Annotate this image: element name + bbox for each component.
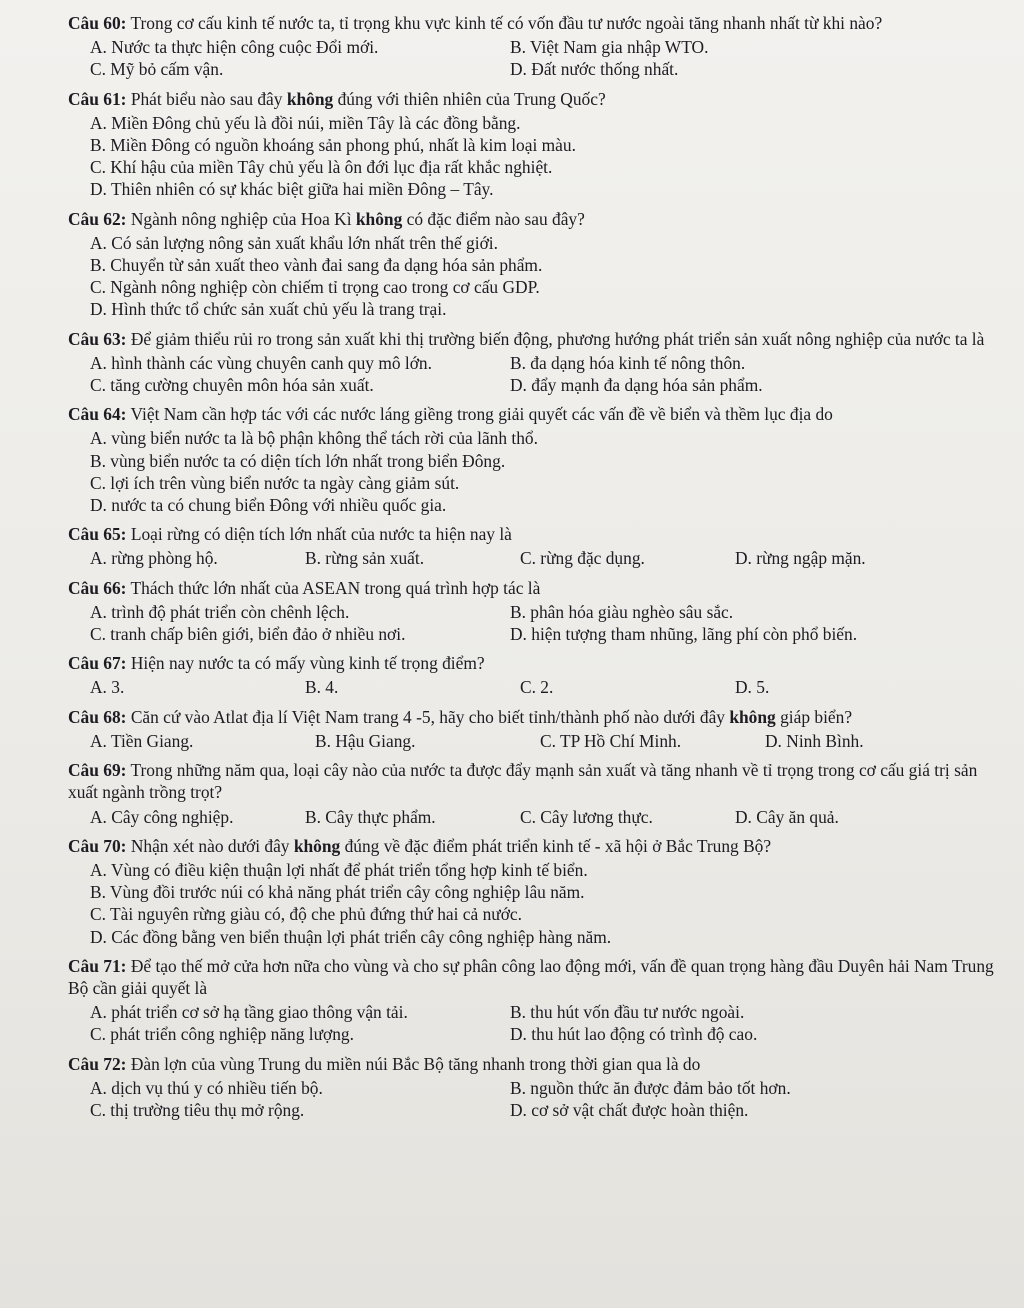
- question-70: [68, 835, 994, 857]
- option-d[interactable]: D. Các đồng bằng ven biển thuận lợi phát triển cây công nghiệp hàng năm.: [90, 926, 612, 947]
- question-stem: Để tạo thế mở cửa hơn nữa cho vùng và cho sự phân công lao động mới, vấn đề quan trọng hàng đầu Duyên hải Nam Trung Bộ cần giải quyết là: [68, 955, 994, 998]
- question-64: [68, 403, 994, 425]
- question-number: Câu 70:: [68, 835, 127, 856]
- question-number: Câu 68:: [68, 706, 127, 727]
- question-number: Câu 61:: [68, 88, 127, 109]
- option-d[interactable]: D. Ninh Bình.: [765, 730, 864, 751]
- options-row: [90, 1099, 994, 1121]
- question-71: [68, 955, 994, 999]
- question-stem: Nhận xét nào dưới đây: [126, 835, 294, 856]
- option-a[interactable]: A. Nước ta thực hiện công cuộc Đổi mới.: [90, 37, 379, 58]
- question-stem: Thách thức lớn nhất của ASEAN trong quá trình hợp tác là: [126, 577, 541, 598]
- option-d[interactable]: D. rừng ngập mặn.: [735, 548, 866, 569]
- option-a[interactable]: A. 3.: [90, 677, 125, 698]
- option-d[interactable]: D. Đất nước thống nhất.: [510, 59, 679, 80]
- question-number: Câu 69:: [68, 760, 127, 781]
- option-b[interactable]: B. vùng biển nước ta có diện tích lớn nhất trong biển Đông.: [90, 450, 506, 471]
- option-d[interactable]: D. Thiên nhiên có sự khác biệt giữa hai miền Đông – Tây.: [90, 179, 494, 200]
- option-b[interactable]: B. rừng sản xuất.: [305, 548, 425, 569]
- options-row: [90, 601, 994, 623]
- question-stem: Hiện nay nước ta có mấy vùng kinh tế trọng điểm?: [126, 653, 485, 674]
- negation-word: không: [355, 208, 403, 229]
- question-number: Câu 66:: [68, 577, 127, 598]
- option-a[interactable]: A. dịch vụ thú y có nhiều tiến bộ.: [90, 1077, 323, 1098]
- negation-word: không: [729, 706, 776, 727]
- question-number: Câu 67:: [68, 653, 127, 674]
- question-stem: Việt Nam cần hợp tác với các nước láng giềng trong giải quyết các vấn đề về biển và thềm lục địa do: [126, 404, 833, 425]
- question-number: Câu 62:: [68, 208, 127, 229]
- option-d[interactable]: D. Hình thức tổ chức sản xuất chủ yếu là trang trại.: [90, 299, 447, 320]
- question-72: [68, 1053, 994, 1075]
- question-stem: Loại rừng có diện tích lớn nhất của nước ta hiện nay là: [126, 524, 512, 545]
- option-c[interactable]: C. tranh chấp biên giới, biển đảo ở nhiều nơi.: [90, 624, 406, 645]
- option-c[interactable]: C. Mỹ bỏ cấm vận.: [90, 59, 224, 80]
- option-d[interactable]: D. Cây ăn quả.: [735, 806, 839, 827]
- question-stem: Trong những năm qua, loại cây nào của nước ta được đẩy mạnh sản xuất và tăng nhanh về tỉ trọng trong cơ cấu giá trị sản xuất ngành trồng trọt?: [68, 760, 978, 803]
- options-row: [90, 58, 994, 80]
- question-66: [68, 577, 994, 599]
- option-c[interactable]: C. lợi ích trên vùng biển nước ta ngày càng giảm sút.: [90, 472, 460, 493]
- option-a[interactable]: A. Miền Đông chủ yếu là đồi núi, miền Tây là các đồng bằng.: [90, 112, 521, 133]
- option-b[interactable]: B. 4.: [305, 677, 339, 698]
- question-68: [68, 706, 994, 728]
- option-a[interactable]: A. Vùng có điều kiện thuận lợi nhất để phát triển tổng hợp kinh tế biển.: [90, 859, 588, 880]
- option-b[interactable]: B. đa dạng hóa kinh tế nông thôn.: [510, 352, 746, 373]
- option-a[interactable]: A. hình thành các vùng chuyên canh quy mô lớn.: [90, 352, 432, 373]
- option-d[interactable]: D. cơ sở vật chất được hoàn thiện.: [510, 1099, 749, 1120]
- option-b[interactable]: B. Miền Đông có nguồn khoáng sản phong phú, nhất là kim loại màu.: [90, 135, 576, 156]
- option-d[interactable]: D. hiện tượng tham nhũng, lãng phí còn phổ biến.: [510, 624, 858, 645]
- option-b[interactable]: B. Vùng đồi trước núi có khả năng phát triển cây công nghiệp lâu năm.: [90, 882, 585, 903]
- question-number: Câu 71:: [68, 955, 127, 976]
- question-62: [68, 208, 994, 230]
- option-a[interactable]: A. vùng biển nước ta là bộ phận không thể tách rời của lãnh thổ.: [90, 428, 538, 449]
- question-stem: Trong cơ cấu kinh tế nước ta, tỉ trọng khu vực kinh tế có vốn đầu tư nước ngoài tăng nhanh nhất từ khi nào?: [126, 13, 883, 33]
- question-67: [68, 652, 994, 674]
- negation-word: không: [293, 835, 341, 856]
- option-b[interactable]: B. Việt Nam gia nhập WTO.: [510, 37, 709, 58]
- option-c[interactable]: C. rừng đặc dụng.: [520, 548, 645, 569]
- question-69: [68, 759, 994, 803]
- option-b[interactable]: B. Chuyển từ sản xuất theo vành đai sang đa dạng hóa sản phẩm.: [90, 255, 543, 276]
- option-c[interactable]: C. phát triển công nghiệp năng lượng.: [90, 1024, 354, 1045]
- question-60: [68, 12, 994, 34]
- option-d[interactable]: D. đẩy mạnh đa dạng hóa sản phẩm.: [510, 375, 763, 396]
- option-b[interactable]: B. Cây thực phẩm.: [305, 806, 436, 827]
- negation-word: không: [286, 88, 334, 109]
- question-number: Câu 72:: [68, 1053, 127, 1074]
- option-a[interactable]: A. trình độ phát triển còn chênh lệch.: [90, 601, 350, 622]
- option-b[interactable]: B. phân hóa giàu nghèo sâu sắc.: [510, 601, 734, 622]
- options-row: [90, 352, 994, 374]
- option-c[interactable]: C. TP Hồ Chí Minh.: [540, 730, 682, 751]
- option-b[interactable]: B. Hậu Giang.: [315, 730, 416, 751]
- question-stem: Đàn lợn của vùng Trung du miền núi Bắc Bộ tăng nhanh trong thời gian qua là do: [126, 1053, 701, 1074]
- option-a[interactable]: A. Có sản lượng nông sản xuất khẩu lớn nhất trên thế giới.: [90, 232, 498, 253]
- options-row: [90, 806, 994, 828]
- option-b[interactable]: B. thu hút vốn đầu tư nước ngoài.: [510, 1002, 745, 1023]
- question-63: [68, 328, 994, 350]
- question-stem-end: có đặc điểm nào sau đây?: [402, 208, 585, 229]
- options-row: [90, 374, 994, 396]
- question-61: [68, 88, 994, 110]
- options-row: [90, 676, 994, 698]
- option-b[interactable]: B. nguồn thức ăn được đảm bảo tốt hơn.: [510, 1077, 791, 1098]
- question-number: Câu 63:: [68, 328, 127, 349]
- question-number: Câu 60:: [68, 13, 127, 33]
- option-c[interactable]: C. 2.: [520, 677, 554, 698]
- options-row: [90, 1001, 994, 1023]
- question-stem-end: đúng về đặc điểm phát triển kinh tế - xã hội ở Bắc Trung Bộ?: [340, 835, 772, 856]
- options-row: [90, 547, 994, 569]
- options-row: [90, 1023, 994, 1045]
- option-a[interactable]: A. Cây công nghiệp.: [90, 806, 234, 827]
- options-row: [90, 1077, 994, 1099]
- option-c[interactable]: C. Ngành nông nghiệp còn chiếm tỉ trọng cao trong cơ cấu GDP.: [90, 277, 540, 298]
- option-d[interactable]: D. 5.: [735, 677, 770, 698]
- options-row: [90, 623, 994, 645]
- option-c[interactable]: C. Cây lương thực.: [520, 806, 653, 827]
- option-d[interactable]: D. nước ta có chung biển Đông với nhiều quốc gia.: [90, 495, 447, 516]
- options-row: [90, 36, 994, 58]
- question-stem: Phát biểu nào sau đây: [126, 88, 287, 109]
- option-a[interactable]: A. Tiền Giang.: [90, 730, 194, 751]
- question-stem: Ngành nông nghiệp của Hoa Kì: [126, 208, 356, 229]
- option-a[interactable]: A. phát triển cơ sở hạ tầng giao thông vận tải.: [90, 1002, 408, 1023]
- question-stem-end: giáp biển?: [775, 706, 853, 727]
- option-c[interactable]: C. tăng cường chuyên môn hóa sản xuất.: [90, 375, 374, 396]
- question-number: Câu 64:: [68, 404, 127, 425]
- question-stem: Căn cứ vào Atlat địa lí Việt Nam trang 4 -5, hãy cho biết tỉnh/thành phố nào dưới đây: [126, 706, 730, 727]
- question-65: [68, 523, 994, 545]
- question-stem-end: đúng với thiên nhiên của Trung Quốc?: [333, 88, 606, 109]
- question-number: Câu 65:: [68, 524, 127, 545]
- option-c[interactable]: C. Tài nguyên rừng giàu có, độ che phủ đứng thứ hai cả nước.: [90, 904, 522, 925]
- question-stem: Để giảm thiểu rủi ro trong sản xuất khi thị trường biến động, phương hướng phát triển sản xuất nông nghiệp của nước ta là: [126, 328, 985, 349]
- options-row: [90, 730, 994, 752]
- option-a[interactable]: A. rừng phòng hộ.: [90, 548, 218, 569]
- option-d[interactable]: D. thu hút lao động có trình độ cao.: [510, 1024, 758, 1045]
- option-c[interactable]: C. Khí hậu của miền Tây chủ yếu là ôn đới lục địa rất khắc nghiệt.: [90, 157, 553, 178]
- option-c[interactable]: C. thị trường tiêu thụ mở rộng.: [90, 1099, 305, 1120]
